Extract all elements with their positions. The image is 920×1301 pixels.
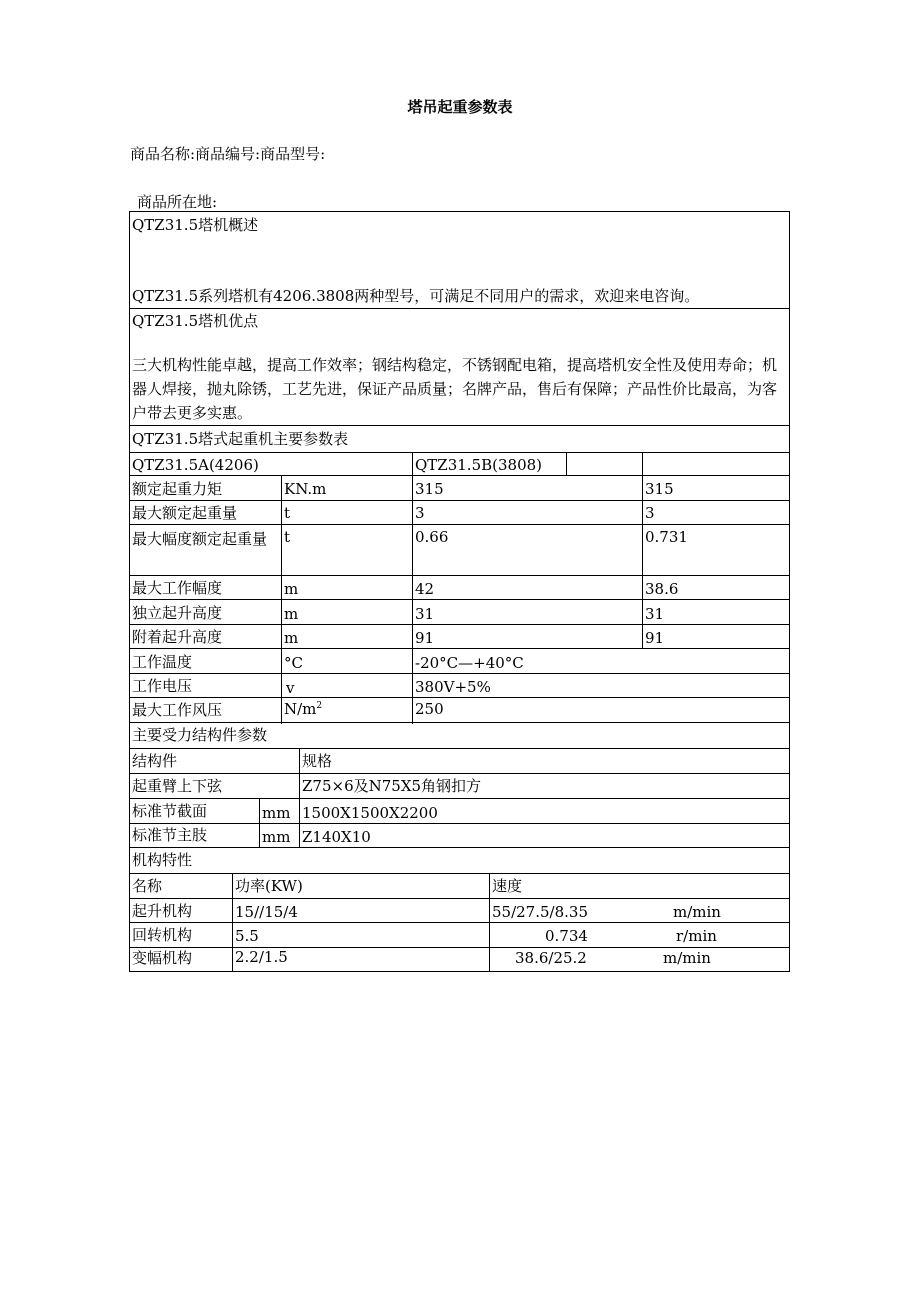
col-line (259, 798, 260, 848)
param-value-b: 3 (645, 504, 655, 522)
col-line (642, 475, 643, 649)
param-value-b: 315 (645, 480, 674, 498)
param-unit-exponent: 2 (316, 701, 323, 711)
row-line (129, 648, 790, 649)
structure-name: 标准节截面 (132, 802, 208, 820)
param-unit: °C (284, 654, 303, 672)
mechanism-speed: 38.6/25.2 (515, 949, 587, 967)
params-heading: QTZ31.5塔式起重机主要参数表 (132, 430, 349, 448)
param-name: 独立起升高度 (132, 604, 223, 622)
param-value-a: 380V+5% (415, 678, 491, 696)
col-line (281, 475, 282, 724)
row-line (129, 575, 790, 576)
mechanism-col-speed: 速度 (492, 877, 523, 895)
param-value-b: 0.731 (645, 528, 688, 546)
param-unit: KN.m (284, 480, 327, 498)
row-line (129, 624, 790, 625)
row-line (129, 748, 790, 749)
product-meta-line: 商品名称:商品编号:商品型号: (130, 145, 326, 163)
param-value-b: 38.6 (645, 580, 679, 598)
param-name: 最大工作风压 (132, 701, 223, 719)
structure-heading: 主要受力结构件参数 (132, 726, 268, 744)
row-line (129, 922, 790, 923)
row-line (129, 722, 790, 723)
row-line (129, 697, 790, 698)
param-unit: m (284, 605, 299, 623)
mechanism-col-name: 名称 (132, 877, 163, 895)
param-name: 最大额定起重量 (132, 504, 238, 522)
table-border-right (789, 211, 790, 972)
row-line (129, 475, 790, 476)
col-line (232, 873, 233, 972)
mechanism-speed-unit: m/min (673, 903, 721, 921)
mechanism-name: 起升机构 (132, 902, 193, 920)
param-unit: m (284, 580, 299, 598)
param-value-a: 315 (415, 480, 444, 498)
table-border-left (129, 211, 130, 972)
mechanism-name: 回转机构 (132, 926, 193, 944)
table-border-top (129, 211, 790, 212)
param-name: 附着起升高度 (132, 628, 223, 646)
col-line (489, 873, 490, 972)
row-line (129, 308, 790, 309)
spec-table (129, 211, 790, 972)
param-name: 最大工作幅度 (132, 579, 223, 597)
row-line (129, 524, 790, 525)
row-line (129, 847, 790, 848)
mechanism-speed-unit: m/min (663, 949, 711, 967)
advantages-heading: QTZ31.5塔机优点 (132, 312, 259, 330)
col-line (412, 475, 413, 724)
param-name: 工作电压 (132, 677, 193, 695)
product-location-line: 商品所在地: (137, 193, 218, 211)
param-unit (284, 699, 322, 719)
structure-unit: mm (262, 828, 291, 846)
param-value-a: 91 (415, 629, 435, 647)
row-line (129, 873, 790, 874)
model-b-label: QTZ31.5B(3808) (415, 456, 543, 474)
row-line (129, 599, 790, 600)
param-name: 工作温度 (132, 653, 193, 671)
mechanism-speed-unit: r/min (676, 927, 717, 945)
param-value-a: 0.66 (415, 528, 449, 546)
mechanism-speed: 0.734 (545, 927, 588, 945)
param-value-a: 250 (415, 700, 444, 718)
param-value-a: 3 (415, 504, 425, 522)
row-line (129, 500, 790, 501)
col-line (412, 452, 413, 475)
param-unit: t (284, 504, 291, 522)
structure-unit: mm (262, 804, 291, 822)
structure-name: 起重臂上下弦 (132, 777, 223, 795)
col-line (299, 748, 300, 848)
mechanism-heading: 机构特性 (132, 851, 193, 869)
row-line (129, 823, 790, 824)
advantages-text: 三大机构性能卓越，提高工作效率；钢结构稳定，不锈钢配电箱，提高塔机安全性及使用寿命；机器人焊接，抛丸除锈，工艺先进，保证产品质量；名牌产品，售后有保障；产品性价比最高，为客户带去更多实惠。 (132, 356, 778, 422)
row-line (129, 798, 790, 799)
mechanism-speed: 55/27.5/8.35 (492, 903, 588, 921)
document-title: 塔吊起重参数表 (407, 98, 513, 116)
mechanism-name: 变幅机构 (132, 949, 193, 967)
param-value-b: 91 (645, 629, 665, 647)
param-value-a: 42 (415, 580, 435, 598)
structure-spec: 1500X1500X2200 (302, 804, 438, 822)
mechanism-power: 5.5 (235, 927, 259, 945)
row-line (129, 773, 790, 774)
structure-col-component: 结构件 (132, 752, 178, 770)
param-unit: v (286, 679, 295, 697)
row-line (129, 452, 790, 453)
structure-name: 标准节主肢 (132, 826, 208, 844)
mechanism-col-power: 功率(KW) (235, 877, 303, 895)
param-unit-base: N/m (284, 700, 317, 718)
structure-col-spec: 规格 (302, 752, 333, 770)
structure-spec: Z140X10 (302, 828, 371, 846)
param-value-a: -20°C—+40°C (415, 654, 524, 672)
table-border-bottom (129, 971, 790, 972)
col-line (642, 452, 643, 475)
row-line (129, 673, 790, 674)
param-unit: t (284, 528, 291, 546)
row-line (129, 898, 790, 899)
param-unit: m (284, 629, 299, 647)
row-line (129, 425, 790, 426)
mechanism-power: 15//15/4 (235, 903, 298, 921)
overview-text: QTZ31.5系列塔机有4206.3808两种型号，可满足不同用户的需求，欢迎来电咨询。 (132, 287, 700, 305)
col-line (566, 452, 567, 475)
param-name: 额定起重力矩 (132, 480, 223, 498)
param-value-b: 31 (645, 605, 665, 623)
structure-spec: Z75×6及N75X5角钢扣方 (302, 777, 482, 795)
param-value-a: 31 (415, 605, 435, 623)
param-name: 最大幅度额定起重量 (132, 530, 268, 548)
overview-heading: QTZ31.5塔机概述 (132, 216, 259, 234)
model-a-label: QTZ31.5A(4206) (132, 456, 259, 474)
mechanism-power: 2.2/1.5 (235, 948, 288, 966)
